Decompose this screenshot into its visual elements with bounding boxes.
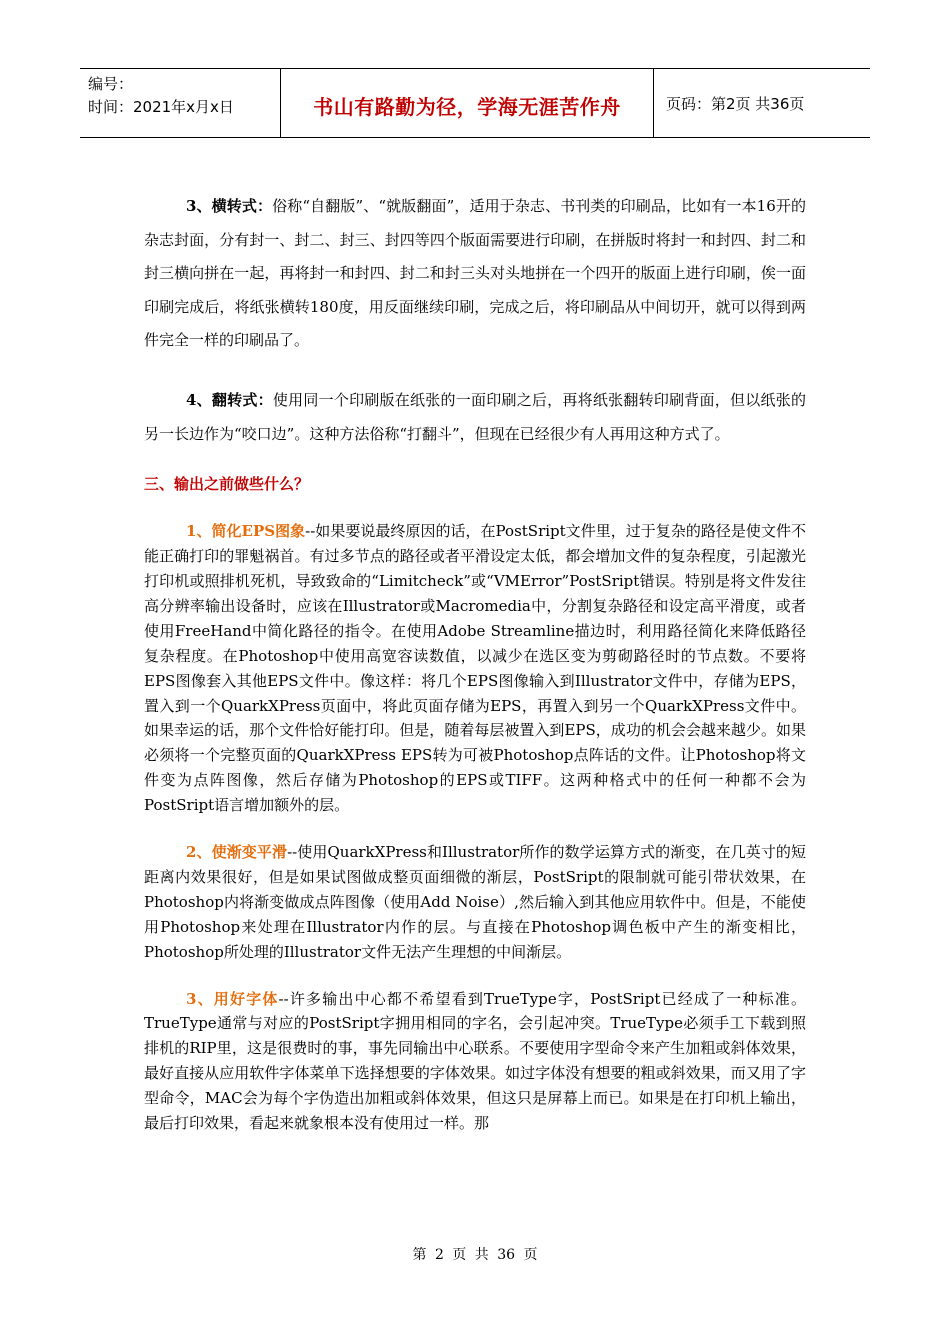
- header-meta: [80, 69, 281, 137]
- paragraph-fonts: [144, 987, 806, 1136]
- document-number-label: 编号：: [88, 75, 134, 93]
- paragraph-horizontal-turn: [144, 190, 806, 358]
- paragraph-spacer: [144, 451, 806, 471]
- page-header: [80, 68, 870, 138]
- paragraph-spacer: [144, 497, 806, 519]
- paragraph-text: 使用同一个印刷版在纸张的一面印刷之后，再将纸张翻转印刷背面，但以纸张的另一长边作为“咬口边”。这种方法俗称“打翻斗”，但现在已经很少有人再用这种方式了。: [144, 390, 806, 443]
- paragraph-flip-turn: [144, 384, 806, 451]
- page-footer: 第 2 页 共 36 页: [412, 1247, 538, 1263]
- paragraph-text: --许多输出中心都不希望看到TrueType字，PostSript已经成了一种标准。TrueType通常与对应的PostSript字拥用相同的字名，会引起冲突。TrueType必须手工下载到照排机的RIP里，这是很费时的事，事先同输出中心联系。不要使用字型命令来产生加粗或斜体效果，最好直接从应用软件字体菜单下选择想要的字体效果。如过字体没有想要的粗或斜效果，而又用了字型命令，MAC会为每个字伪造出加粗或斜体效果，但这只是屏幕上而已。如果是在打印机上输出，最后打印效果，看起来就象根本没有使用过一样。那: [144, 989, 806, 1133]
- paragraph-lead: 2、使渐变平滑: [186, 843, 288, 862]
- paragraph-lead: 3、用好字体: [186, 989, 279, 1008]
- header-motto: 书山有路勤为径，学海无涯苦作舟: [281, 69, 654, 137]
- paragraph-spacer: [144, 358, 806, 384]
- paragraph-lead: 1、简化EPS图象: [186, 522, 306, 541]
- paragraph-text: --如果要说最终原因的话，在PostSript文件里，过于复杂的路径是使文件不能正确打印的罪魁祸首。有过多节点的路径或者平滑设定太低，都会增加文件的复杂程度，引起激光打印机或照排机死机，导致致命的“Limitcheck”或“VMError”PostSript错误。特别是将文件发往高分辨率输出设备时，应该在Illustrator或Macromedia中，分割复杂路径和设定高平滑度，或者使用FreeHand中简化路径的指令。在使用Adobe Streamline描边时，利用路径简化来降低路径复杂程度。在Photoshop中使用高宽容读数值，以减少在选区变为剪砌路径时的节点数。不要将EPS图像套入其他EPS文件中。像这样：将几个EPS图像输入到Illustrator文件中，存储为EPS，置入到一个QuarkXPress页面中，将此页面存储为EPS，再置入到另一个QuarkXPress文件中。如果幸运的话，那个文件恰好能打印。但是，随着每层被置入到EPS，成功的机会会越来越少。如果必须将一个完整页面的QuarkXPress EPS转为可被Photoshop点阵话的文件。让Photoshop将文件变为点阵图像，然后存储为Photoshop的EPS或TIFF。这两种格式中的任何一种都不会为PostSript语言增加额外的层。: [144, 522, 806, 815]
- paragraph-spacer: [144, 965, 806, 987]
- document-body: [144, 190, 806, 1136]
- paragraph-lead: 4、翻转式：: [186, 390, 273, 409]
- document-time-label: 时间：2021年x月x日: [88, 98, 234, 116]
- paragraph-lead: 3、横转式：: [186, 197, 273, 215]
- paragraph-text: 俗称“自翻版”、“就版翻面”，适用于杂志、书刊类的印刷品，比如有一本16开的杂志封面，分有封一、封二、封三、封四等四个版面需要进行印刷，在拼版时将封一和封四、封二和封三横向拼在一起，再将封一和封四、封二和封三头对头地拼在一个四开的版面上进行印刷，俟一面印刷完成后，将纸张横转180度，用反面继续印刷，完成之后，将印刷品从中间切开，就可以得到两件完全一样的印刷品了。: [144, 197, 806, 350]
- header-page-info: 页码：第2页 共36页: [666, 94, 805, 113]
- paragraph-simplify-eps: [144, 519, 806, 818]
- section-heading: 三、输出之前做些什么？: [144, 475, 310, 494]
- paragraph-smooth-gradient: [144, 840, 806, 965]
- paragraph-text: --使用QuarkXPress和Illustrator所作的数学运算方式的渐变，在几英寸的短距离内效果很好，但是如果试图做成整页面细微的渐层，PostSript的限制就可能引带状效果，在Photoshop内将渐变做成点阵图像（使用Add Noise）,然后输入到其他应用软件中。但是，不能使用Photoshop来处理在Illustrator内作的层。与直接在Photoshop调色板中产生的渐变相比，Photoshop所处理的Illustrator文件无法产生理想的中间渐层。: [144, 843, 806, 961]
- paragraph-spacer: [144, 818, 806, 840]
